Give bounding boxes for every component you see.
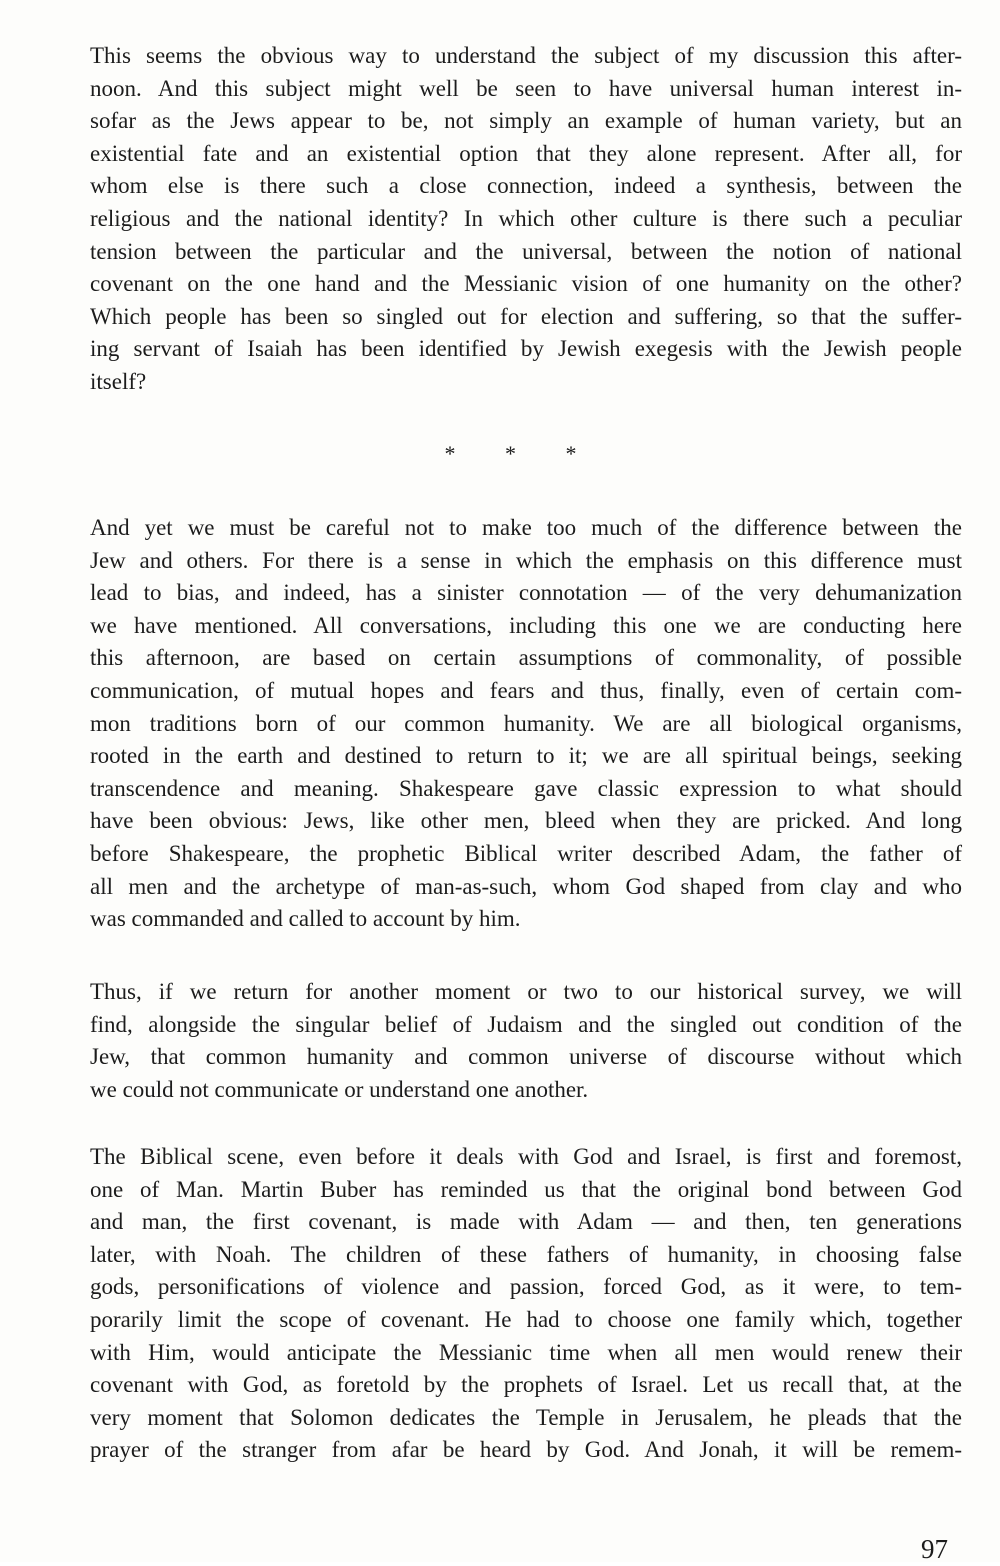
text-line: existential fate and an existential option that they alone represent. After all, for (90, 140, 962, 166)
text-line: was commanded and called to account by him. (90, 906, 521, 932)
text-line: have been obvious: Jews, like other men, bleed when they are pricked. And long (90, 808, 962, 834)
section-separator: * * * (444, 441, 599, 466)
text-line: mon traditions born of our common humanity. We are all biological organisms, (90, 710, 962, 736)
text-line: ing servant of Isaiah has been identified by Jewish exegesis with the Jewish people (90, 336, 962, 362)
text-line: all men and the archetype of man-as-such, whom God shaped from clay and who (90, 873, 962, 899)
text-line: religious and the national identity? In which other culture is there such a peculiar (90, 205, 962, 231)
text-line: later, with Noah. The children of these fathers of humanity, in choosing false (90, 1241, 962, 1267)
text-line: this afternoon, are based on certain assumptions of commonality, of possible (90, 645, 962, 671)
text-line: we could not communicate or understand one another. (90, 1076, 589, 1102)
text-line: Which people has been so singled out for election and suffering, so that the suffer- (90, 303, 962, 329)
text-line: Jew and others. For there is a sense in which the emphasis on this difference must (90, 547, 962, 573)
text-line: prayer of the stranger from afar be heard by God. And Jonah, it will be remem- (90, 1437, 962, 1463)
paragraph-2 (90, 512, 962, 936)
paragraph-4 (90, 1141, 962, 1467)
text-line: find, alongside the singular belief of Judaism and the singled out condition of the (90, 1011, 962, 1037)
text-line: This seems the obvious way to understand the subject of my discussion this after- (90, 43, 962, 68)
text-line: with Him, would anticipate the Messianic time when all men would renew their (90, 1339, 962, 1365)
text-line: noon. And this subject might well be seen to have universal human interest in- (90, 75, 962, 101)
text-line: tension between the particular and the universal, between the notion of national (90, 238, 962, 264)
text-line: itself? (90, 368, 147, 394)
page-number: 97 (921, 1534, 948, 1564)
text-line: covenant on the one hand and the Messianic vision of one humanity on the other? (90, 271, 962, 297)
text-line: gods, personifications of violence and passion, forced God, as it were, to tem- (90, 1274, 962, 1300)
text-line: before Shakespeare, the prophetic Biblical writer described Adam, the father of (90, 840, 962, 866)
paragraph-1 (90, 40, 962, 399)
text-line: whom else is there such a close connection, indeed a synthesis, between the (90, 173, 962, 199)
text-line: we have mentioned. All conversations, including this one we are conducting here (90, 612, 962, 638)
text-line: covenant with God, as foretold by the prophets of Israel. Let us recall that, at the (90, 1372, 962, 1398)
text-line: transcendence and meaning. Shakespeare gave classic expression to what should (90, 775, 962, 801)
text-line: communication, of mutual hopes and fears and thus, finally, even of certain com- (90, 677, 962, 703)
text-line: lead to bias, and indeed, has a sinister connotation — of the very dehumanization (90, 580, 962, 606)
text-line: rooted in the earth and destined to return to it; we are all spiritual beings, seeking (90, 743, 962, 769)
text-line: Thus, if we return for another moment or two to our historical survey, we will (90, 979, 962, 1004)
paragraph-3 (90, 976, 962, 1106)
text-line: The Biblical scene, even before it deals with God and Israel, is first and foremost, (90, 1144, 962, 1169)
text-line: very moment that Solomon dedicates the Temple in Jerusalem, he pleads that the (90, 1404, 962, 1430)
text-line: porarily limit the scope of covenant. He had to choose one family which, together (90, 1306, 962, 1332)
text-line: and man, the first covenant, is made with Adam — and then, ten generations (90, 1209, 962, 1235)
text-line: sofar as the Jews appear to be, not simply an example of human variety, but an (90, 108, 962, 134)
text-line: Jew, that common humanity and common universe of discourse without which (90, 1044, 962, 1070)
text-line: And yet we must be careful not to make too much of the difference between the (90, 515, 962, 540)
text-line: one of Man. Martin Buber has reminded us that the original bond between God (90, 1176, 962, 1202)
